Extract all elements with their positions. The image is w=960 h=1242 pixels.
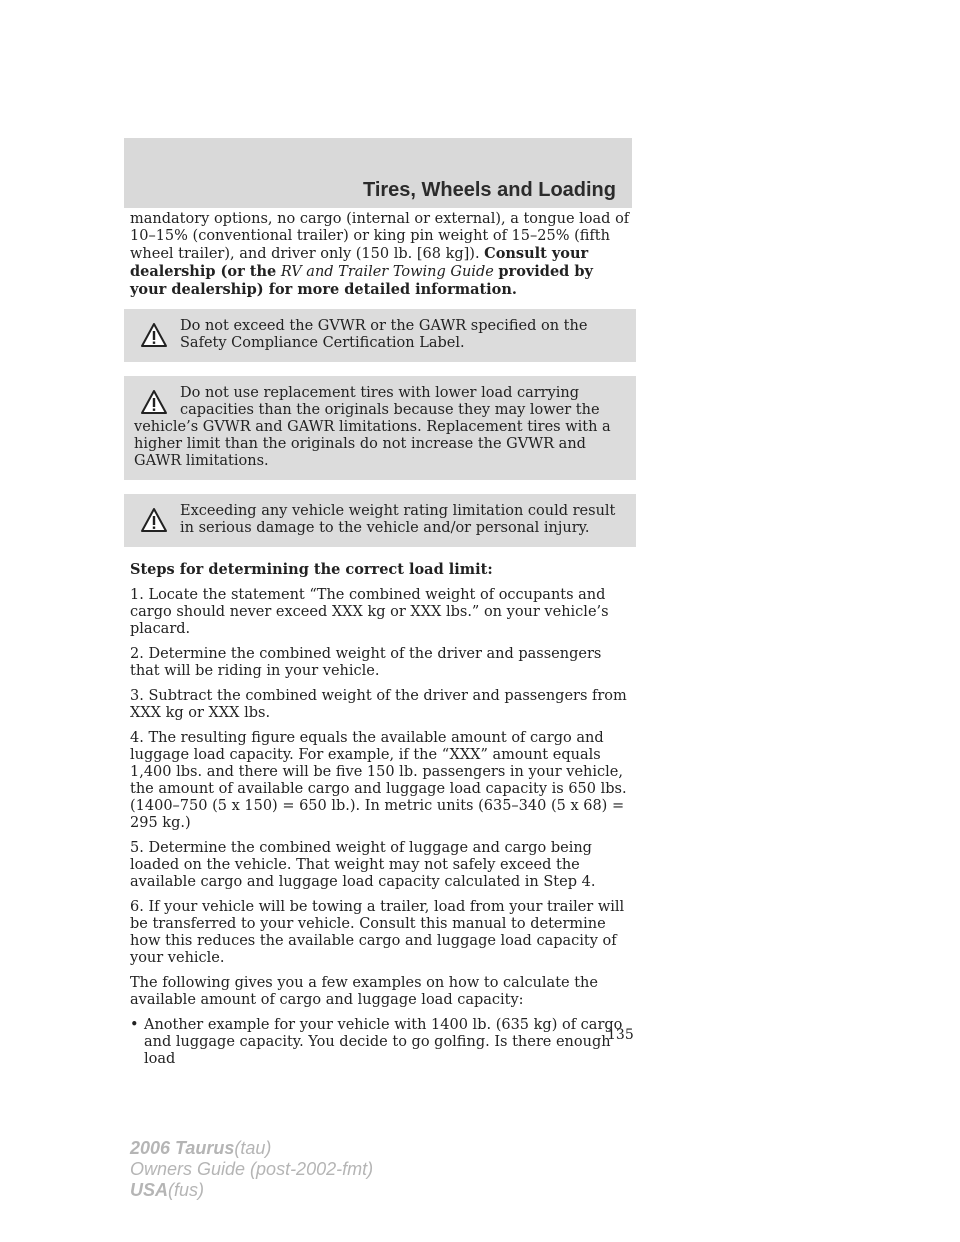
footer-line-2: Owners Guide (post-2002-fmt) xyxy=(130,1159,374,1179)
step-1: 1. Locate the statement “The combined weight of occupants and cargo should never exceed XXX kg or XXX lbs.” on your vehicle’s placard. xyxy=(130,587,609,637)
intro-italic: RV and Trailer Towing Guide xyxy=(280,264,494,280)
warning-triangle-icon xyxy=(140,389,168,415)
footer-line-3 xyxy=(130,1180,373,1201)
footer-model-code: (tau) xyxy=(234,1138,272,1158)
warning-box-1 xyxy=(124,309,636,362)
intro-bold-1: Consult your dealership (or the xyxy=(130,245,589,280)
list-item xyxy=(130,1017,630,1068)
footer-market: USA xyxy=(130,1180,169,1200)
step-2: 2. Determine the combined weight of the driver and passengers that will be riding in your vehicle. xyxy=(130,646,602,679)
intro-text: mandatory options, no cargo (internal or external), a tongue load of 10–15% (conventional trailer) or king pin weight of 15–25% (fifth wheel trailer), and driver only (150 lb. [68 kg]). xyxy=(130,211,630,262)
footer-model: 2006 Taurus xyxy=(130,1138,235,1158)
warning-box-2 xyxy=(124,376,636,480)
bullet-symbol: • xyxy=(130,1017,139,1033)
warning-text-2: Do not use replacement tires with lower load carrying capacities than the originals because they may lower the vehicle’s GVWR and GAWR limitations. Replacement tires with a higher limit than the originals do not increase the GVWR and GAWR limitations. xyxy=(134,385,611,469)
intro-bold-2: provided by your dealership) for more detailed information. xyxy=(130,263,593,298)
step-3: 3. Subtract the combined weight of the driver and passengers from XXX kg or XXX lbs. xyxy=(130,688,627,721)
warning-text-3: Exceeding any vehicle weight rating limitation could result in serious damage to the vehicle and/or personal injury. xyxy=(180,503,616,536)
intro-paragraph xyxy=(130,211,630,299)
bullet-text: Another example for your vehicle with 1400 lb. (635 kg) of cargo and luggage capacity. You decide to go golfing. Is there enough load xyxy=(144,1017,623,1067)
warning-box-3 xyxy=(124,494,636,547)
warning-text-1: Do not exceed the GVWR or the GAWR specified on the Safety Compliance Certification Label. xyxy=(180,318,588,351)
footer xyxy=(130,1138,373,1201)
examples-intro: The following gives you a few examples on how to calculate the available amount of cargo and luggage load capacity: xyxy=(130,975,598,1008)
page-content xyxy=(130,211,630,1068)
steps-heading xyxy=(130,561,630,579)
section-header xyxy=(124,138,632,208)
step-6: 6. If your vehicle will be towing a trailer, load from your trailer will be transferred to your vehicle. Consult this manual to determine how this reduces the available cargo and luggage load capacity of your vehicle. xyxy=(130,899,625,966)
footer-market-code: (fus) xyxy=(168,1180,205,1200)
footer-line-1 xyxy=(130,1138,373,1159)
warning-triangle-icon xyxy=(140,507,168,533)
steps-heading-text: Steps for determining the correct load limit: xyxy=(130,561,493,578)
warning-triangle-icon xyxy=(140,322,168,348)
page-number: 135 xyxy=(607,1027,634,1043)
step-4: 4. The resulting figure equals the available amount of cargo and luggage load capacity. For example, if the “XXX” amount equals 1,400 lbs. and there will be five 150 lb. passengers in your vehicle, the amount of available cargo and luggage load capacity is 650 lbs. (1400–750 (5 x 150) = 650 lb.). In metric units (635–340 (5 x 68) = 295 kg.) xyxy=(130,730,627,831)
section-title: Tires, Wheels and Loading xyxy=(362,179,616,201)
step-5: 5. Determine the combined weight of luggage and cargo being loaded on the vehicle. That weight may not safely exceed the available cargo and luggage load capacity calculated in Step 4. xyxy=(130,840,596,890)
